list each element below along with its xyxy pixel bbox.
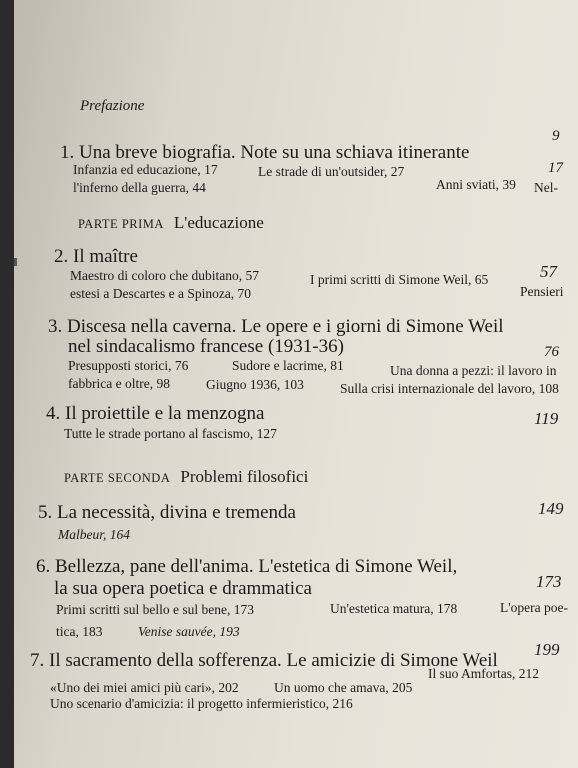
chapter-2-sub: Pensieri xyxy=(520,284,564,299)
chapter-7-sub: «Uno dei miei amici più cari», 202 xyxy=(50,680,239,695)
chapter-7-title: 7. Il sacramento della sofferenza. Le amicizie di Simone Weil xyxy=(30,650,498,671)
chapter-1-page: 17 xyxy=(548,160,563,176)
chapter-3-sub: Giugno 1936, 103 xyxy=(206,377,304,392)
chapter-6-sub: Venise sauvée, 193 xyxy=(138,624,240,639)
chapter-1-sub: Anni sviati, 39 xyxy=(436,177,516,192)
chapter-1-sub: Le strade di un'outsider, 27 xyxy=(258,164,405,179)
preface-title: Prefazione xyxy=(80,98,145,114)
chapter-7-page: 199 xyxy=(534,640,560,659)
chapter-6-sub: L'opera poe- xyxy=(500,600,569,615)
chapter-1-sub: Infanzia ed educazione, 17 xyxy=(73,162,218,177)
chapter-3-title: 3. Discesa nella caverna. Le opere e i giorni di Simone Weil xyxy=(48,316,504,337)
chapter-3-page: 76 xyxy=(544,344,559,360)
chapter-7-sub: Uno scenario d'amicizia: il progetto infermieristico, 216 xyxy=(50,696,353,711)
preface-page: 9 xyxy=(552,128,560,144)
chapter-5-page: 149 xyxy=(538,499,564,518)
part-one-label: PARTE PRIMA xyxy=(78,217,164,231)
chapter-5-sub: Malbeur, 164 xyxy=(58,527,130,542)
chapter-2-sub: I primi scritti di Simone Weil, 65 xyxy=(310,272,489,287)
chapter-2-title: 2. Il maître xyxy=(54,246,138,267)
chapter-4-title: 4. Il proiettile e la menzogna xyxy=(46,403,265,424)
chapter-6-title: 6. Bellezza, pane dell'anima. L'estetica di Simone Weil, xyxy=(36,556,458,577)
chapter-3-sub: Presupposti storici, 76 xyxy=(68,358,189,373)
chapter-4-page: 119 xyxy=(534,409,559,428)
chapter-6-sub: Primi scritti sul bello e sul bene, 173 xyxy=(56,602,254,617)
chapter-2-sub: Maestro di coloro che dubitano, 57 xyxy=(70,268,259,283)
chapter-2-page: 57 xyxy=(540,262,557,281)
chapter-1-sub: l'inferno della guerra, 44 xyxy=(73,180,206,195)
part-two-label: PARTE SECONDA xyxy=(64,471,171,485)
chapter-6-sub: Un'estetica matura, 178 xyxy=(330,601,458,616)
chapter-6-page: 173 xyxy=(536,572,562,591)
chapter-6-sub: tica, 183 xyxy=(56,624,103,639)
part-one-title: L'educazione xyxy=(173,213,264,232)
chapter-7-sub: Il suo Amfortas, 212 xyxy=(428,666,539,681)
chapter-1-title: 1. Una breve biografia. Note su una schiava itinerante xyxy=(60,142,470,163)
book-page xyxy=(14,0,578,768)
chapter-3-title-cont: nel sindacalismo francese (1931-36) xyxy=(68,336,344,357)
part-one-heading xyxy=(78,213,264,233)
part-two-heading xyxy=(64,467,308,487)
chapter-5-title: 5. La necessità, divina e tremenda xyxy=(38,502,296,523)
chapter-3-sub: Una donna a pezzi: il lavoro in xyxy=(390,363,557,378)
chapter-7-sub: Un uomo che amava, 205 xyxy=(274,680,413,695)
chapter-1-sub: Nel- xyxy=(534,180,558,195)
chapter-3-sub: fabbrica e oltre, 98 xyxy=(68,376,170,391)
chapter-3-sub: Sudore e lacrime, 81 xyxy=(232,358,344,373)
margin-mark xyxy=(14,258,17,266)
part-two-title: Problemi filosofici xyxy=(180,467,309,486)
chapter-2-sub: estesi a Descartes e a Spinoza, 70 xyxy=(70,286,252,301)
chapter-4-sub: Tutte le strade portano al fascismo, 127 xyxy=(64,426,277,441)
chapter-6-title-cont: la sua opera poetica e drammatica xyxy=(54,578,312,599)
chapter-3-sub: Sulla crisi internazionale del lavoro, 108 xyxy=(340,381,559,396)
